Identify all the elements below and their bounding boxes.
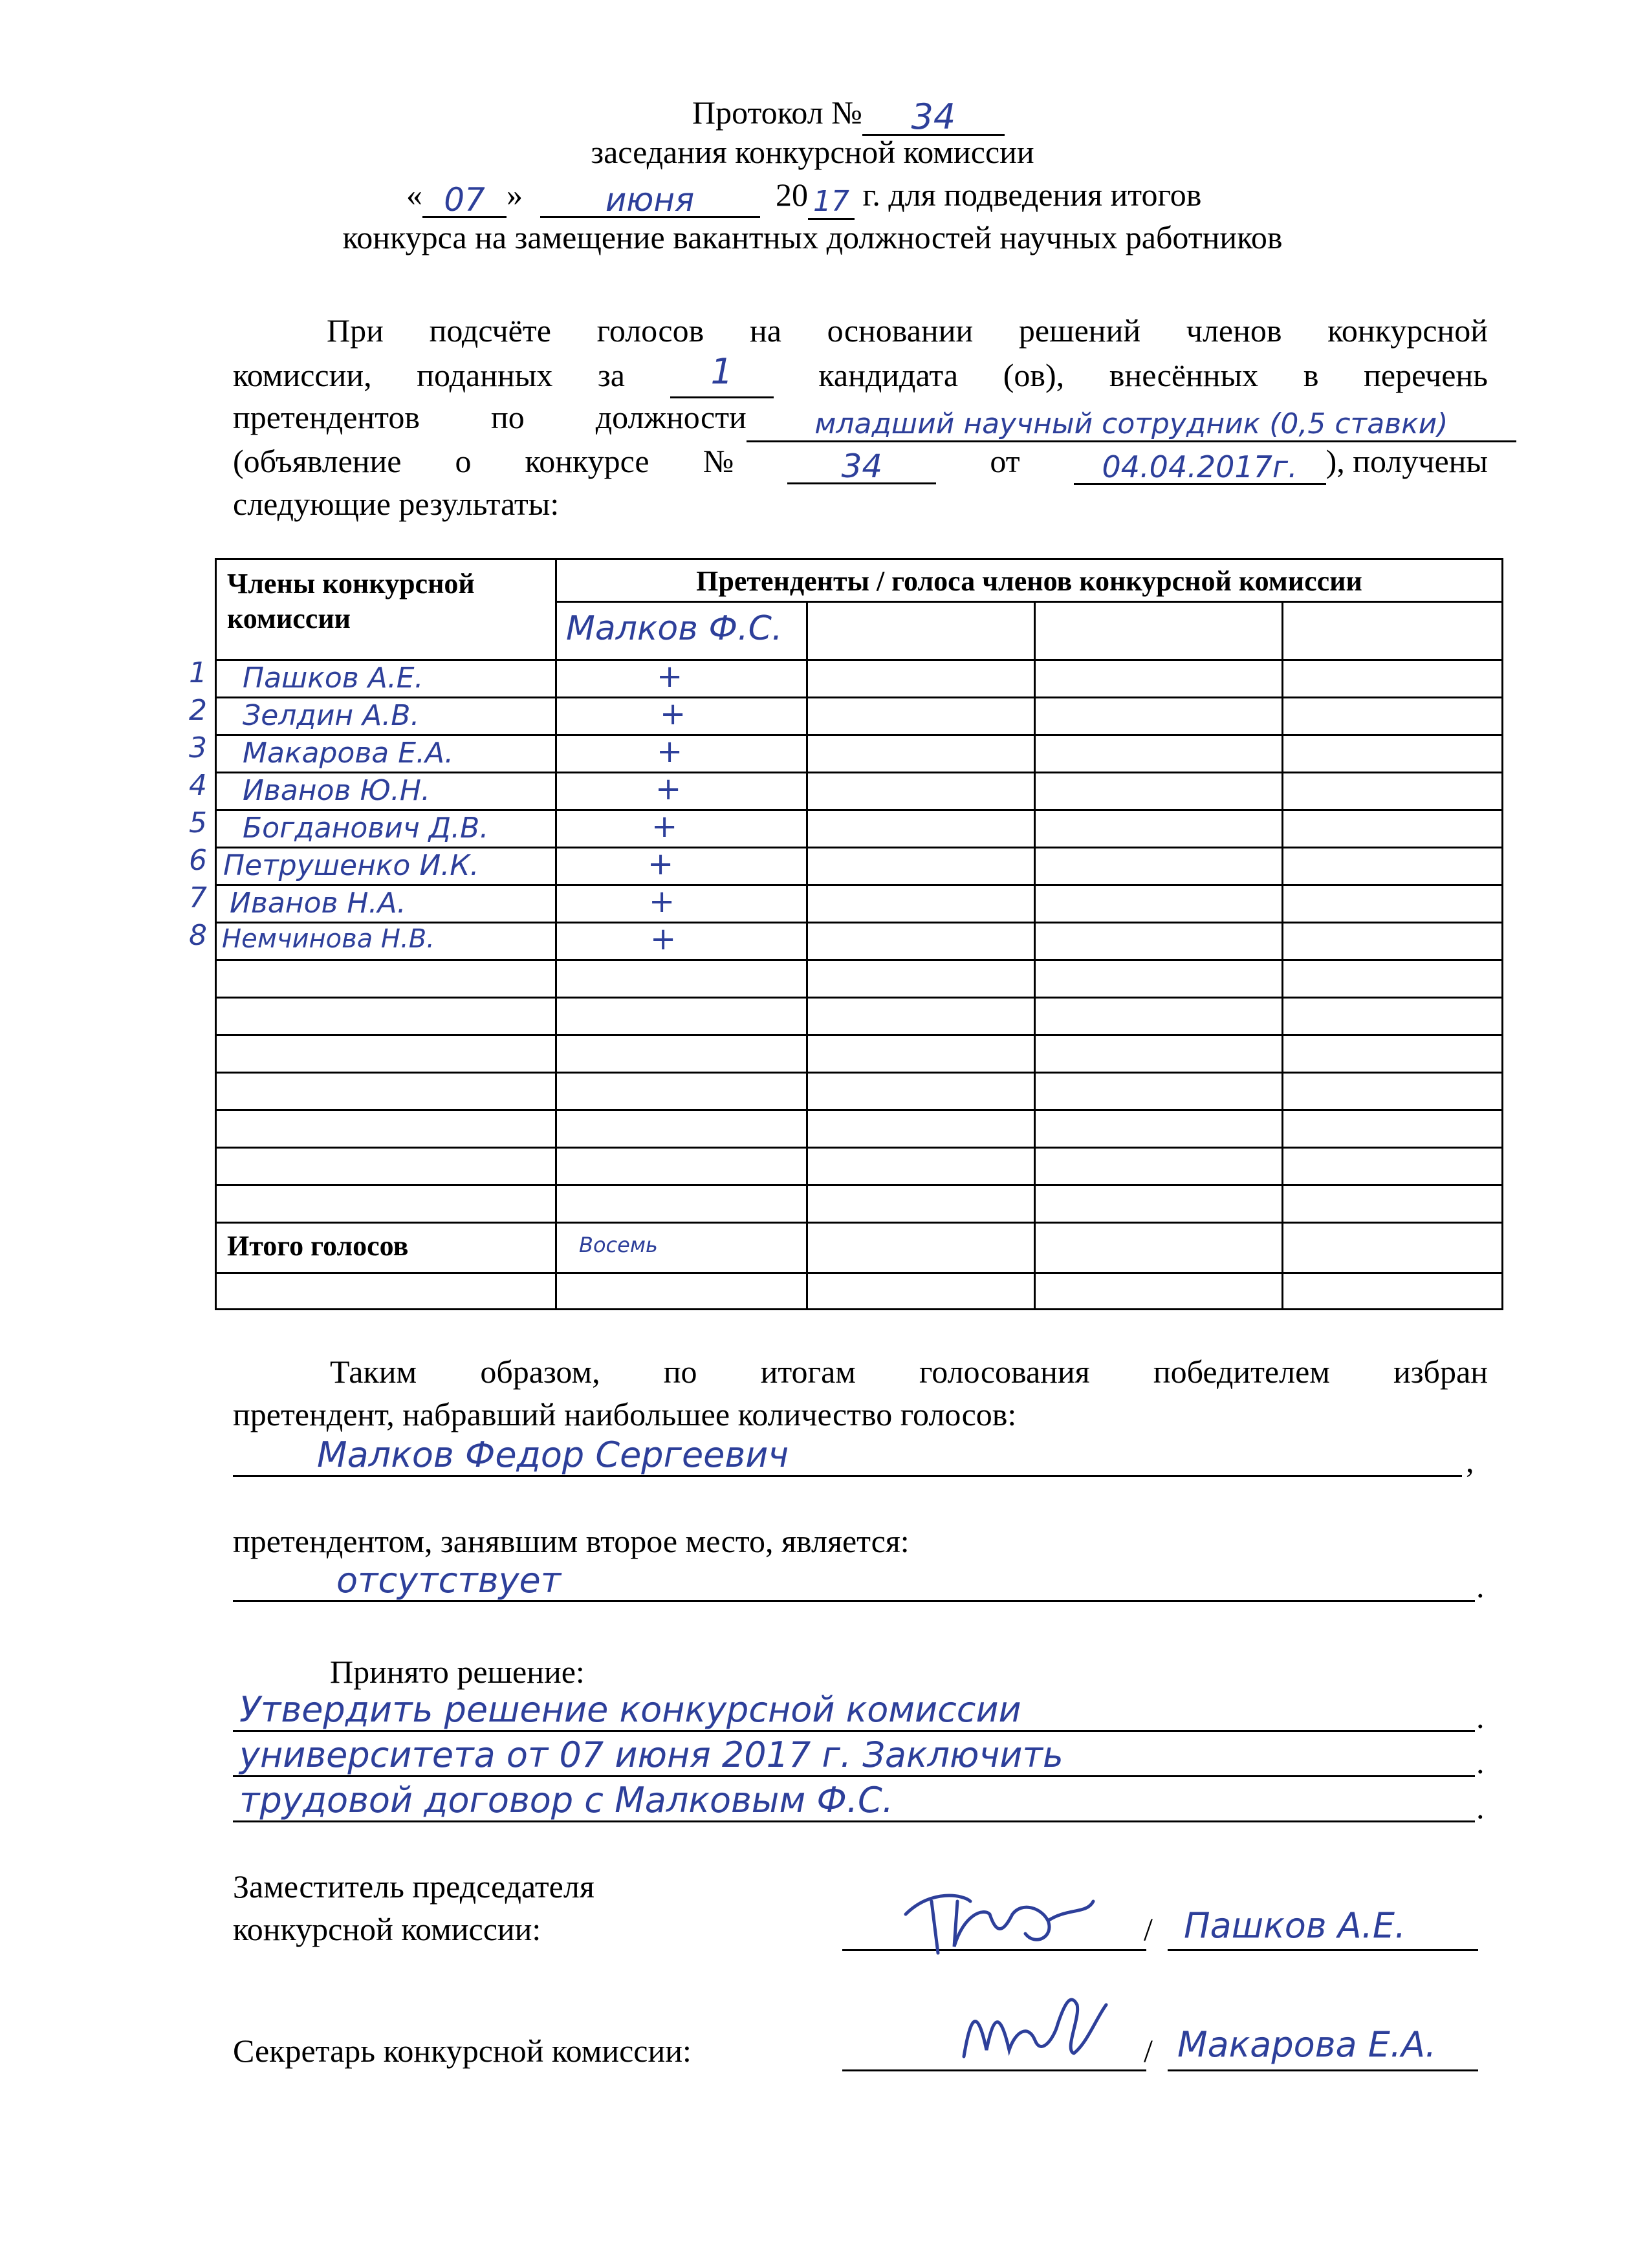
announcement-date: 04.04.2017г.	[1102, 449, 1298, 484]
member-name: Иванов Ю.Н.	[243, 774, 430, 807]
protocol-number: 34	[911, 96, 956, 137]
member-name: Пашков А.Е.	[243, 662, 424, 695]
decision-label: Принято решение:	[330, 1654, 585, 1690]
meeting-month: июня	[605, 181, 695, 219]
total-votes-label: Итого голосов	[227, 1230, 409, 1262]
row-number: 2	[189, 694, 207, 727]
member-name: Богданович Д.В.	[243, 812, 489, 845]
intro-line-3: претендентов по должности младший научный сотрудник (0,5 ставки)	[233, 396, 1516, 442]
announcement-number: 34	[841, 448, 883, 485]
intro-line-1: При подсчёте голосов на основании решений членов конкурсной	[327, 312, 1488, 349]
total-votes-value: Восемь	[579, 1233, 658, 1257]
secretary-slash: /	[1144, 2033, 1153, 2069]
results-line-1: Таким образом, по итогам голосования победителем избран	[330, 1354, 1488, 1390]
candidates-group-header: Претенденты / голоса членов конкурсной комиссии	[696, 565, 1362, 597]
vote-mark: +	[657, 733, 683, 770]
meeting-day: 07	[444, 181, 485, 219]
deputy-chair-label: Заместитель председателя конкурсной комиссии:	[233, 1868, 594, 1947]
protocol-title	[692, 91, 1005, 136]
row-number: 7	[189, 881, 207, 914]
decision-line: университета от 07 июня 2017 г. Заключить	[239, 1734, 1063, 1775]
secretary-signature	[951, 1979, 1119, 2076]
protocol-label: Протокол №	[692, 94, 862, 131]
members-column-header: Члены конкурсной комиссии	[227, 568, 475, 634]
position-name: младший научный сотрудник (0,5 ставки)	[814, 407, 1448, 440]
row-number: 4	[189, 769, 207, 802]
winner-name: Малков Федор Сергеевич	[317, 1434, 789, 1475]
secretary-name: Макарова Е.А.	[1177, 2024, 1437, 2065]
deputy-signature	[893, 1875, 1106, 1972]
vote-mark: +	[657, 658, 683, 695]
row-number: 5	[189, 806, 207, 839]
member-name: Петрушенко И.К.	[223, 849, 479, 882]
row-number: 6	[189, 844, 207, 877]
member-name: Макарова Е.А.	[243, 737, 454, 770]
vote-mark: +	[649, 883, 675, 920]
vote-mark: +	[655, 771, 682, 807]
deputy-slash: /	[1144, 1911, 1153, 1947]
intro-line-4: (объявление о конкурсе № 34 от 04.04.2017г. ), получены	[233, 440, 1488, 485]
deputy-name: Пашков А.Е.	[1184, 1905, 1406, 1946]
vote-mark: +	[660, 696, 686, 732]
secretary-label: Секретарь конкурсной комиссии:	[233, 2033, 692, 2069]
meeting-year: 17	[813, 185, 849, 218]
row-number: 8	[189, 919, 207, 952]
results-line-2: претендент, набравший наибольшее количество голосов:	[233, 1396, 1017, 1432]
decision-line: трудовой договор с Малковым Ф.С.	[239, 1780, 893, 1820]
header-line-2: заседания конкурсной комиссии	[591, 134, 1034, 170]
intro-line-2: комиссии, поданных за 1 кандидата (ов), внесённых в перечень	[233, 353, 1488, 398]
second-place-value: отсутствует	[336, 1560, 562, 1601]
decision-line: Утвердить решение конкурсной комиссии	[239, 1689, 1021, 1730]
second-place-label: претендентом, занявшим второе место, является:	[233, 1523, 910, 1559]
candidate-name: Малков Ф.С.	[566, 609, 783, 648]
header-line-4: конкурса на замещение вакантных должностей научных работников	[342, 219, 1283, 255]
vote-mark: +	[650, 921, 677, 957]
row-number: 3	[189, 731, 207, 764]
vote-mark: +	[648, 846, 674, 882]
vote-mark: +	[651, 808, 678, 845]
intro-line-5: следующие результаты:	[233, 486, 560, 522]
candidates-count: 1	[710, 351, 733, 392]
member-name: Немчинова Н.В.	[222, 924, 435, 954]
row-number: 1	[189, 656, 207, 689]
votes-table	[215, 558, 1503, 1310]
member-name: Иванов Н.А.	[230, 887, 406, 920]
member-name: Зелдин А.В.	[243, 699, 420, 732]
header-date-line: « 07 » июня 20 17 г. для подведения итогов	[406, 173, 1201, 220]
